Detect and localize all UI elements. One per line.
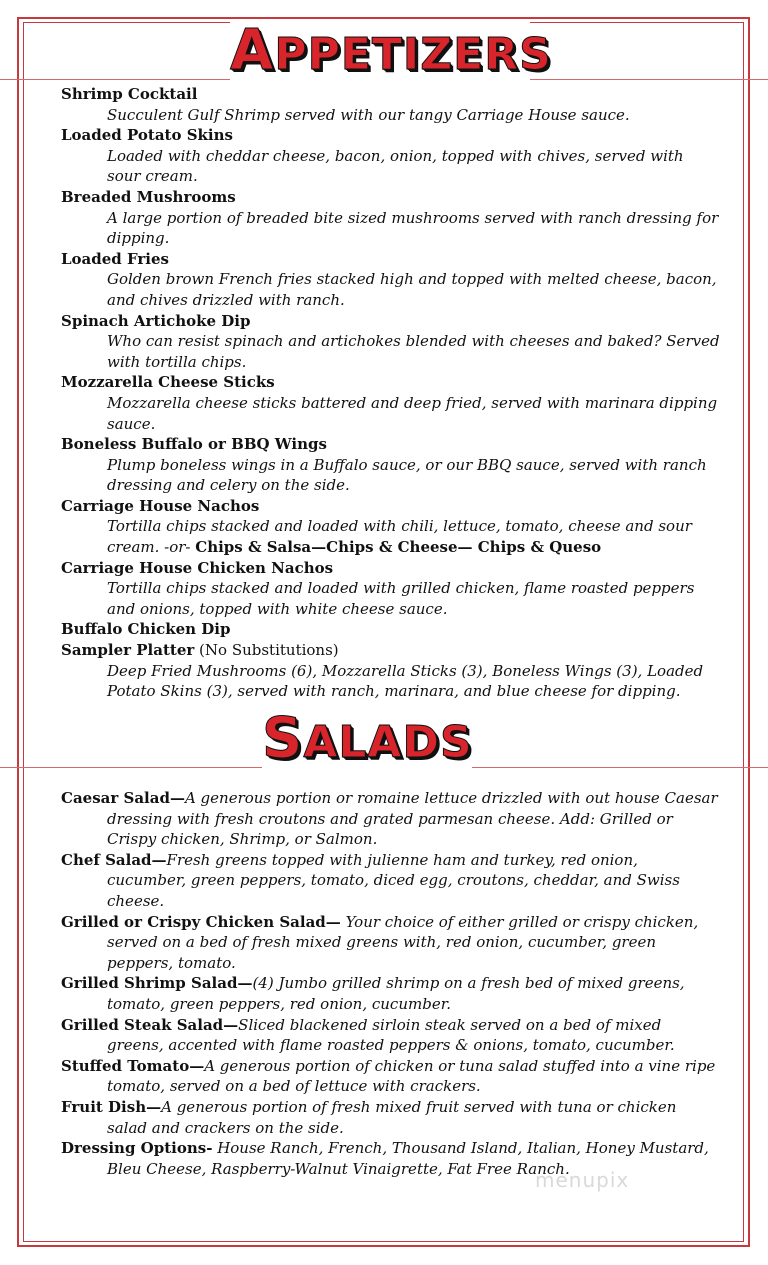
item-name: Fruit Dish— — [61, 1097, 162, 1116]
item-name-text: Sampler Platter — [61, 641, 195, 660]
item-name: Shrimp Cocktail — [61, 85, 198, 103]
item-description: Golden brown French fries stacked high and topped with melted cheese, bacon, and chives drizzled with ranch. — [107, 270, 717, 309]
item-name — [61, 640, 721, 661]
list-item — [61, 84, 721, 125]
list-item — [61, 788, 721, 850]
list-item — [61, 1015, 721, 1056]
item-description: A generous portion of fresh mixed fruit served with tuna or chicken salad and crackers on the side. — [107, 1097, 677, 1137]
item-name: Stuffed Tomato— — [61, 1056, 205, 1075]
item-name: Boneless Buffalo or BBQ Wings — [61, 435, 327, 454]
item-description: A generous portion or romaine lettuce drizzled with out house Caesar dressing with fresh croutons and grated parmesan cheese. Add: Grilled or Crispy chicken, Shrimp, or Salmon. — [107, 789, 718, 849]
item-description: (4) Jumbo grilled shrimp on a fresh bed of mixed greens, tomato, green peppers, red onion, cucumber. — [107, 974, 685, 1013]
item-description: Mozzarella cheese sticks battered and deep fried, served with marinara dipping sauce. — [107, 393, 718, 433]
item-name: Grilled Shrimp Salad— — [61, 974, 253, 993]
item-name: Chef Salad— — [61, 850, 167, 869]
salads-heading: SALADS — [262, 706, 473, 771]
item-description: Plump boneless wings in a Buffalo sauce, or our BBQ sauce, served with ranch dressing and celery on the side. — [107, 455, 707, 495]
list-item — [61, 311, 721, 373]
list-item — [61, 850, 721, 912]
list-item — [61, 558, 721, 620]
list-item — [61, 434, 721, 496]
list-item — [61, 496, 721, 558]
list-item — [61, 640, 721, 702]
item-name: Buffalo Chicken Dip — [61, 620, 231, 639]
item-description: A large portion of breaded bite sized mushrooms served with ranch dressing for dipping. — [107, 208, 719, 248]
item-description: Loaded with cheddar cheese, bacon, onion, topped with chives, served with sour cream. — [107, 146, 684, 186]
item-name: Carriage House Nachos — [61, 496, 260, 515]
item-description: House Ranch, French, Thousand Island, Italian, Honey Mustard, Bleu Cheese, Raspberry-Walnut Vinaigrette, Fat Free Ranch. — [107, 1139, 709, 1178]
list-item — [61, 249, 721, 311]
item-name: Carriage House Chicken Nachos — [61, 558, 334, 577]
list-item — [61, 125, 721, 187]
item-name: Grilled Steak Salad— — [61, 1015, 239, 1034]
list-item — [61, 1097, 721, 1138]
item-name: Loaded Fries — [61, 249, 169, 268]
appetizers-list — [61, 84, 721, 702]
item-description — [61, 516, 721, 557]
item-name: Mozzarella Cheese Sticks — [61, 373, 275, 392]
list-item — [61, 619, 721, 640]
item-name: Dressing Options- — [61, 1139, 213, 1158]
list-item — [61, 372, 721, 434]
item-description: Tortilla chips stacked and loaded with grilled chicken, flame roasted peppers and onions, topped with white cheese sauce. — [107, 579, 695, 618]
list-item — [61, 187, 721, 249]
watermark: menupix — [535, 1168, 630, 1192]
item-description: A generous portion of chicken or tuna salad stuffed into a vine ripe tomato, served on a bed of lettuce with crackers. — [107, 1056, 716, 1096]
item-description-text: Tortilla chips stacked and loaded with chili, lettuce, tomato, cheese and sour cream. -or- — [107, 517, 692, 557]
list-item — [61, 1056, 721, 1097]
item-description: Sliced blackened sirloin steak served on a bed of mixed greens, accented with flame roasted peppers & onions, tomato, cucumber. — [107, 1015, 675, 1055]
item-name: Spinach Artichoke Dip — [61, 311, 251, 330]
appetizers-heading: APPETIZERS — [230, 18, 552, 83]
item-description: Your choice of either grilled or crispy chicken, served on a bed of fresh mixed greens with, red onion, cucumber, green peppers, tomato. — [107, 912, 699, 972]
item-description: Who can resist spinach and artichokes blended with cheeses and baked? Served with tortilla chips. — [107, 332, 720, 371]
item-description: Deep Fried Mushrooms (6), Mozzarella Sticks (3), Boneless Wings (3), Loaded Potato Skins (3), served with ranch, marinara, and blue cheese for dipping. — [107, 661, 704, 701]
list-item — [61, 973, 721, 1014]
item-name: Loaded Potato Skins — [61, 126, 233, 145]
item-description: Fresh greens topped with julienne ham and turkey, red onion, cucumber, green peppers, tomato, diced egg, croutons, cheddar, and Swiss cheese. — [107, 850, 680, 910]
item-extra-options: Chips & Salsa—Chips & Cheese— Chips & Queso — [195, 538, 602, 557]
list-item — [61, 912, 721, 974]
item-name: Grilled or Crispy Chicken Salad— — [61, 912, 341, 931]
item-name: Breaded Mushrooms — [61, 187, 236, 206]
item-name: Caesar Salad— — [61, 789, 185, 807]
item-note: (No Substitutions) — [194, 641, 339, 660]
item-description: Succulent Gulf Shrimp served with our tangy Carriage House sauce. — [107, 105, 630, 124]
salads-list — [61, 788, 721, 1179]
